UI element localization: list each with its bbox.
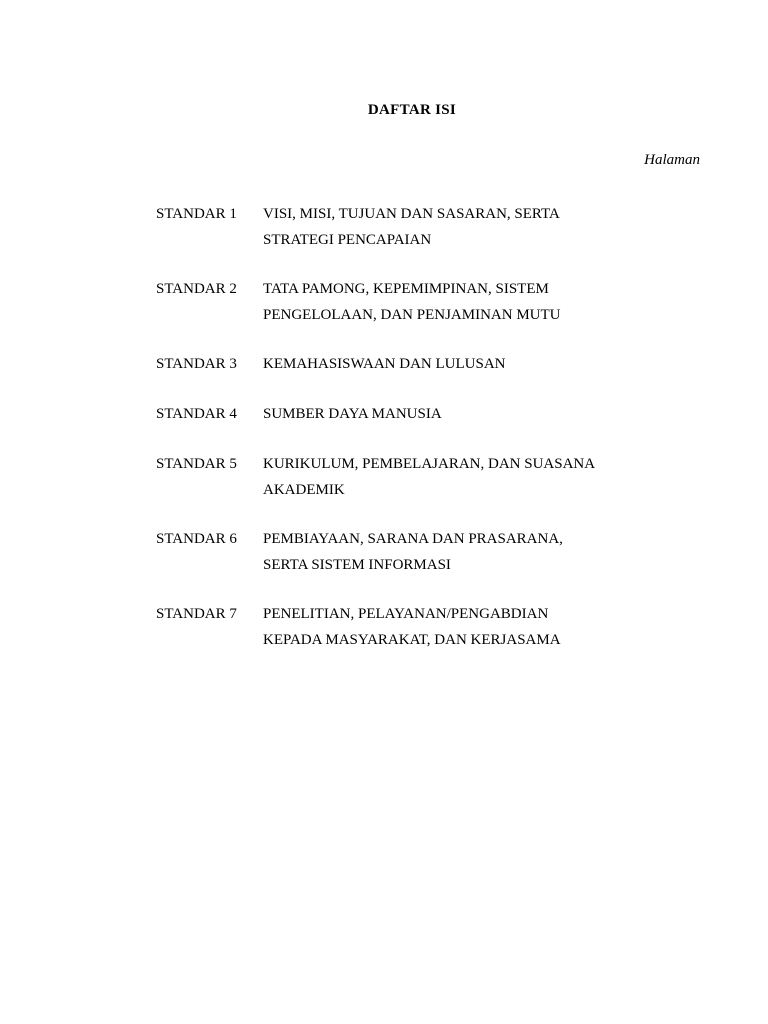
toc-entry-label: STANDAR 3 [156,356,237,372]
table-of-contents [156,202,716,677]
toc-entry-title [263,452,716,503]
toc-entry-standar-7 [156,602,716,653]
toc-entry-label: STANDAR 1 [156,206,237,222]
toc-entry-title-line: PENELITIAN, PELAYANAN/PENGABDIAN [263,606,549,622]
toc-entry-label: STANDAR 4 [156,406,237,422]
toc-entry-title-line: TATA PAMONG, KEPEMIMPINAN, SISTEM [263,281,549,297]
toc-entry-title-line: KURIKULUM, PEMBELAJARAN, DAN SUASANA [263,456,596,472]
toc-entry-title-line: KEPADA MASYARAKAT, DAN KERJASAMA [263,631,561,648]
toc-entry-title [263,602,716,653]
toc-entry-title-line: KEMAHASISWAAN DAN LULUSAN [263,356,506,372]
toc-entry-title-line: PENGELOLAAN, DAN PENJAMINAN MUTU [263,306,561,323]
toc-entry-title-line: AKADEMIK [263,481,345,498]
toc-entry-label: STANDAR 5 [156,456,237,472]
toc-entry-title [263,277,716,328]
toc-entry-title [263,402,716,428]
page-title: DAFTAR ISI [367,102,457,118]
page-number-column-label: Halaman [644,152,700,168]
toc-entry-label: STANDAR 6 [156,531,237,547]
toc-entry-title [263,527,716,578]
toc-entry-standar-3 [156,352,716,378]
toc-entry-standar-4 [156,402,716,428]
toc-entry-title-line: PEMBIAYAAN, SARANA DAN PRASARANA, [263,531,563,547]
toc-entry-title-line: VISI, MISI, TUJUAN DAN SASARAN, SERTA [263,206,560,222]
toc-entry-title [263,352,716,378]
toc-entry-title-line: SUMBER DAYA MANUSIA [263,406,442,422]
toc-entry-standar-1 [156,202,716,253]
toc-entry-standar-5 [156,452,716,503]
toc-entry-label: STANDAR 2 [156,281,237,297]
toc-entry-label: STANDAR 7 [156,606,237,622]
toc-entry-title-line: SERTA SISTEM INFORMASI [263,556,451,573]
toc-entry-title [263,202,716,253]
toc-entry-standar-6 [156,527,716,578]
toc-entry-standar-2 [156,277,716,328]
toc-entry-title-line: STRATEGI PENCAPAIAN [263,231,432,248]
